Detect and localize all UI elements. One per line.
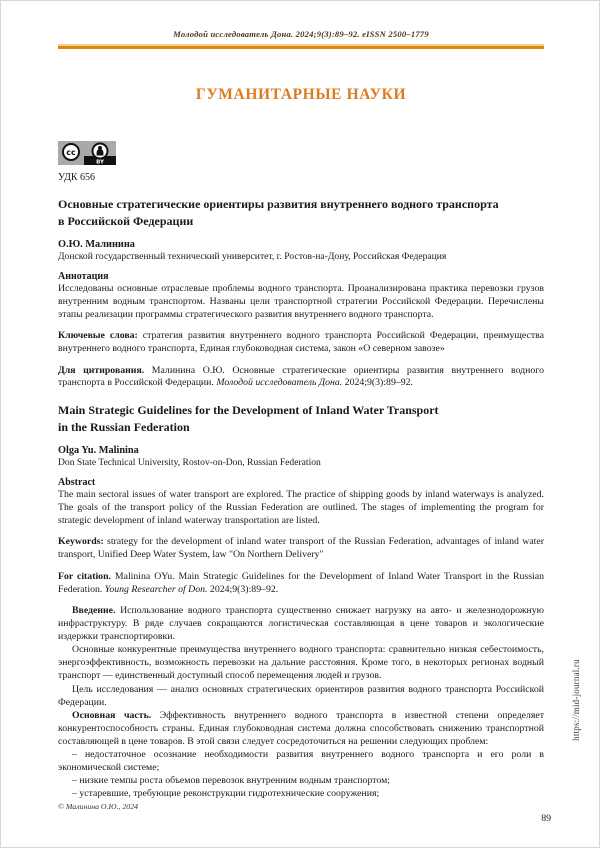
intro-text: Использование водного транспорта существенно снижает нагрузку на авто- и железнодорожную инфраструктуру. В ряде случаев сокращаются логистическая составляющая в цене товаров и экологические издержки транспортировки. bbox=[58, 605, 544, 643]
journal-url-vertical: https://mid-journal.ru bbox=[571, 659, 581, 741]
abstract-text-en: The main sectoral issues of water transport are explored. The practice of shipping goods by inland waterways is analyzed. The goals of the transport policy of the Russian Federation are outlined. The stages of implementing the program for strategic development of inland waterway transportation are listed. bbox=[58, 489, 544, 526]
section-heading: ГУМАНИТАРНЫЕ НАУКИ bbox=[195, 86, 407, 103]
journal-header-line: Молодой исследователь Дона. 2024;9(3):89–92. eISSN 2500–1779 bbox=[173, 29, 429, 39]
article-title-en bbox=[58, 402, 544, 436]
intro-label: Введение. bbox=[72, 605, 116, 617]
bullet-item: – устаревшие, требующие реконструкции гидротехнические сооружения; bbox=[72, 787, 380, 799]
bullet-item: – недостаточное осознание необходимости развития внутреннего водного транспорта и его роли в экономической системе; bbox=[58, 748, 544, 773]
citation-text-en: Malinina OYu. Main Strategic Guidelines for the Development of Inland Water Transport in the Russian Federation. bbox=[58, 570, 544, 595]
bullet-item: – низкие темпы роста объемов перевозок внутренним водным транспортом; bbox=[72, 774, 390, 786]
svg-text:cc: cc bbox=[66, 148, 76, 157]
cc-by-license-icon bbox=[58, 141, 116, 165]
keywords-text-ru: стратегия развития внутреннего водного транспорта Российской Федерации, преимущества внутреннего водного транспорта, Единая глубоководная система, закон «О северном завозе» bbox=[58, 330, 545, 354]
citation-ru bbox=[58, 365, 544, 390]
main-part-text: Эффективность внутреннего водного транспорта в известной степени определяет конкурентоспособность страны. Единая глубоководная система должна способствовать снижению транспортной составляющей в цене товаров. В этой связи следует сосредоточиться на решении следующих проблем: bbox=[58, 709, 544, 747]
citation-text-ru: Малинина О.Ю. Основные стратегические ориентиры развития внутреннего водного транспорта в Российской Федерации. bbox=[58, 364, 544, 389]
citation-journal-ru: Молодой исследователь Дона. bbox=[216, 377, 343, 389]
citation-label-ru: Для цитирования. bbox=[58, 364, 145, 376]
author-en: Olga Yu. Malinina bbox=[58, 445, 139, 457]
keywords-text-en: strategy for the development of inland water transport of the Russian Federation, advantages of inland water transport, Unified Deep Water System, law "On Northern Delivery" bbox=[58, 536, 544, 561]
body-paragraph: Основные конкурентные преимущества внутреннего водного транспорта: сравнительно низкая себестоимость, энергоэффективность, возможность перевозки на дальние расстояния. Кроме того, в некоторых регионах водный транспорт — единственный доступный способ перемещения людей и грузов. bbox=[58, 644, 544, 682]
citation-en bbox=[58, 571, 544, 596]
article-title-ru bbox=[58, 196, 544, 230]
svg-text:BY: BY bbox=[96, 159, 104, 165]
article-title-ru-line1: Основные стратегические ориентиры развития внутреннего водного транспорта bbox=[58, 197, 499, 211]
main-part-paragraph bbox=[58, 709, 544, 748]
body-paragraph: Цель исследования — анализ основных стратегических ориентиров развития водного транспорта Российской Федерации. bbox=[58, 683, 544, 708]
page-number: 89 bbox=[541, 813, 551, 824]
abstract-label-en: Abstract bbox=[58, 477, 96, 489]
udc-code: УДК 656 bbox=[58, 172, 96, 183]
keywords-en bbox=[58, 536, 544, 561]
keywords-ru bbox=[58, 330, 544, 355]
keywords-label-ru: Ключевые слова: bbox=[58, 330, 138, 342]
article-title-en-line1: Main Strategic Guidelines for the Development of Inland Water Transport bbox=[58, 403, 439, 418]
main-part-label: Основная часть. bbox=[72, 709, 152, 721]
citation-ref-ru: 2024;9(3):89–92. bbox=[342, 377, 413, 389]
keywords-label-en: Keywords: bbox=[58, 536, 104, 548]
affiliation-ru: Донской государственный технический университет, г. Ростов-на-Дону, Российская Федерация bbox=[58, 251, 447, 263]
page-content bbox=[58, 1, 544, 800]
article-title-en-line2: in the Russian Federation bbox=[58, 420, 190, 435]
citation-ref-en: 2024;9(3):89–92. bbox=[207, 583, 279, 595]
intro-paragraph bbox=[58, 604, 544, 643]
citation-label-en: For citation. bbox=[58, 570, 111, 582]
affiliation-en: Don State Technical University, Rostov-on-Don, Russian Federation bbox=[58, 457, 321, 469]
author-ru: О.Ю. Малинина bbox=[58, 239, 135, 251]
article-title-ru-line2: в Российской Федерации bbox=[58, 214, 194, 229]
citation-journal-en: Young Researcher of Don. bbox=[104, 583, 208, 595]
abstract-label-ru: Аннотация bbox=[58, 271, 109, 283]
footer-copyright: © Малинина О.Ю., 2024 bbox=[58, 802, 139, 811]
abstract-text-ru: Исследованы основные отраслевые проблемы водного транспорта. Проанализирована практика перевозки грузов внутренним водным транспортом. Названы цели транспортной стратегии Российской Федерации. Перечислены этапы реализации программы стратегического развития внутреннего водного транспорта. bbox=[58, 283, 544, 320]
header-rule bbox=[58, 44, 544, 49]
